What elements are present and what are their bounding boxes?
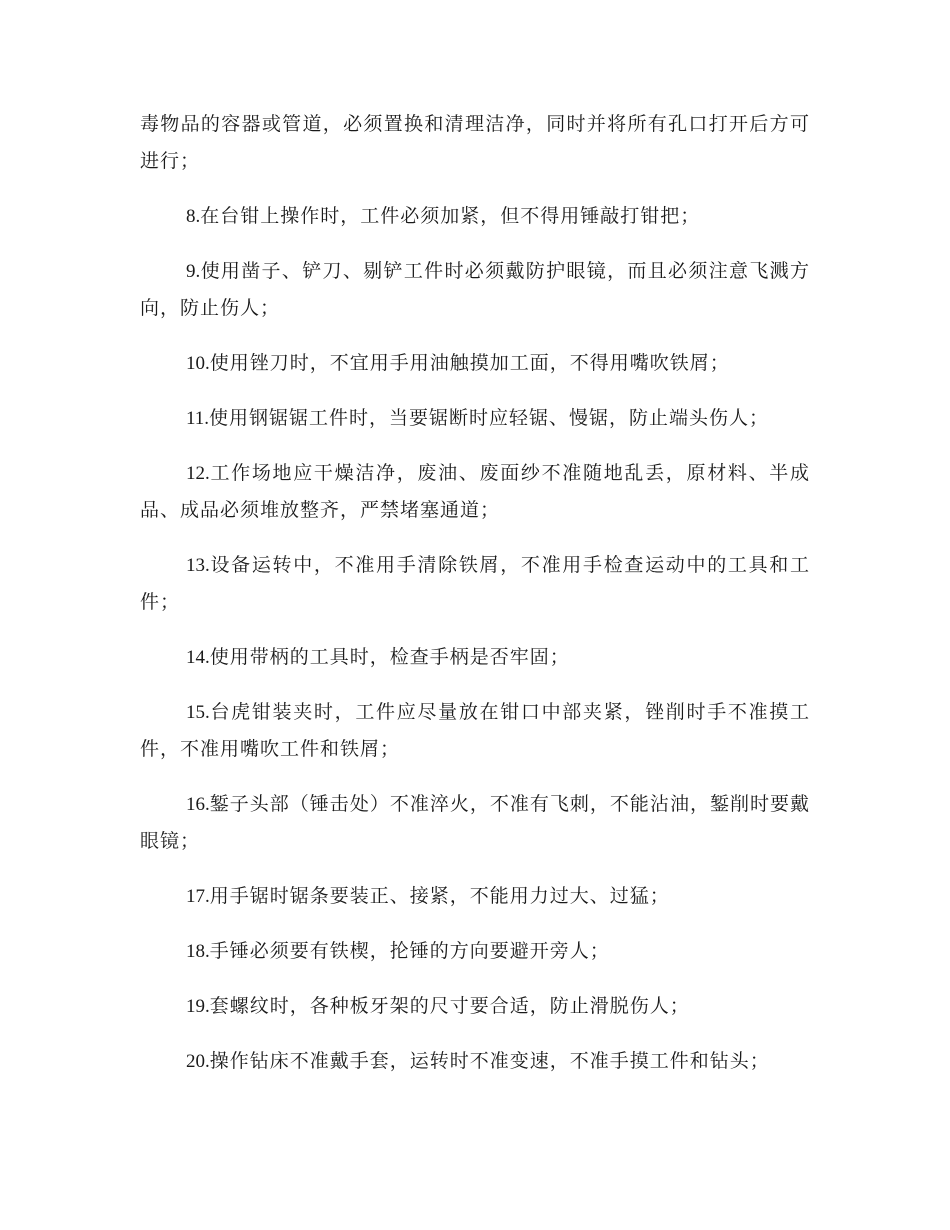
paragraph-text: 使用锉刀时，不宜用手用油触摸加工面，不得用嘴吹铁屑； [209, 352, 730, 374]
item-number: 11. [186, 408, 210, 429]
paragraph-text: 台虎钳装夹时，工件应尽量放在钳口中部夹紧，锉削时手不准摸工件，不准用嘴吹工件和铁屑； [140, 701, 810, 760]
paragraph [140, 253, 810, 327]
paragraph-text: 设备运转中，不准用手清除铁屑，不准用手检查运动中的工具和工件； [140, 554, 810, 613]
paragraph-text: 用手锯时锯条要装正、接紧，不能用力过大、过猛； [209, 885, 670, 907]
paragraph-text: 使用凿子、铲刀、剔铲工件时必须戴防护眼镜，而且必须注意飞溅方向，防止伤人； [140, 260, 810, 319]
paragraph [140, 455, 810, 529]
item-number: 17. [186, 886, 210, 907]
paragraph [140, 694, 810, 768]
paragraph [140, 345, 810, 382]
paragraph [140, 106, 810, 180]
paragraph [140, 639, 810, 676]
item-number: 8. [186, 206, 201, 227]
item-number: 12. [186, 463, 210, 484]
paragraph [140, 198, 810, 235]
item-number: 10. [186, 353, 210, 374]
paragraph-text: 在台钳上操作时，工件必须加紧，但不得用锤敲打钳把； [200, 205, 701, 227]
paragraph-text: 操作钻床不准戴手套，运转时不准变速，不准手摸工件和钻头； [209, 1050, 770, 1072]
paragraph-text: 手锤必须要有铁楔，抡锤的方向要避开旁人； [209, 940, 610, 962]
paragraph-text: 使用钢锯锯工件时，当要锯断时应轻锯、慢锯，防止端头伤人； [209, 407, 770, 429]
paragraph [140, 786, 810, 860]
paragraph [140, 933, 810, 970]
document-page [140, 106, 810, 1098]
paragraph [140, 878, 810, 915]
item-number: 19. [186, 996, 210, 1017]
paragraph [140, 400, 810, 437]
paragraph [140, 1043, 810, 1080]
paragraph [140, 547, 810, 621]
paragraph-text: 毒物品的容器或管道，必须置换和清理洁净，同时并将所有孔口打开后方可进行； [140, 113, 810, 172]
item-number: 18. [186, 941, 210, 962]
item-number: 15. [186, 702, 210, 723]
paragraph-text: 錾子头部（锤击处）不准淬火，不准有飞刺，不能沾油，錾削时要戴眼镜； [140, 793, 810, 852]
paragraph [140, 988, 810, 1025]
item-number: 13. [186, 555, 210, 576]
item-number: 16. [186, 794, 210, 815]
item-number: 9. [186, 261, 201, 282]
item-number: 14. [186, 647, 210, 668]
paragraph-text: 工作场地应干燥洁净，废油、废面纱不准随地乱丢，原材料、半成品、成品必须堆放整齐，严禁堵塞通道； [140, 462, 810, 521]
item-number: 20. [186, 1051, 210, 1072]
paragraph-text: 套螺纹时，各种板牙架的尺寸要合适，防止滑脱伤人； [209, 995, 690, 1017]
paragraph-text: 使用带柄的工具时，检查手柄是否牢固； [209, 646, 570, 668]
